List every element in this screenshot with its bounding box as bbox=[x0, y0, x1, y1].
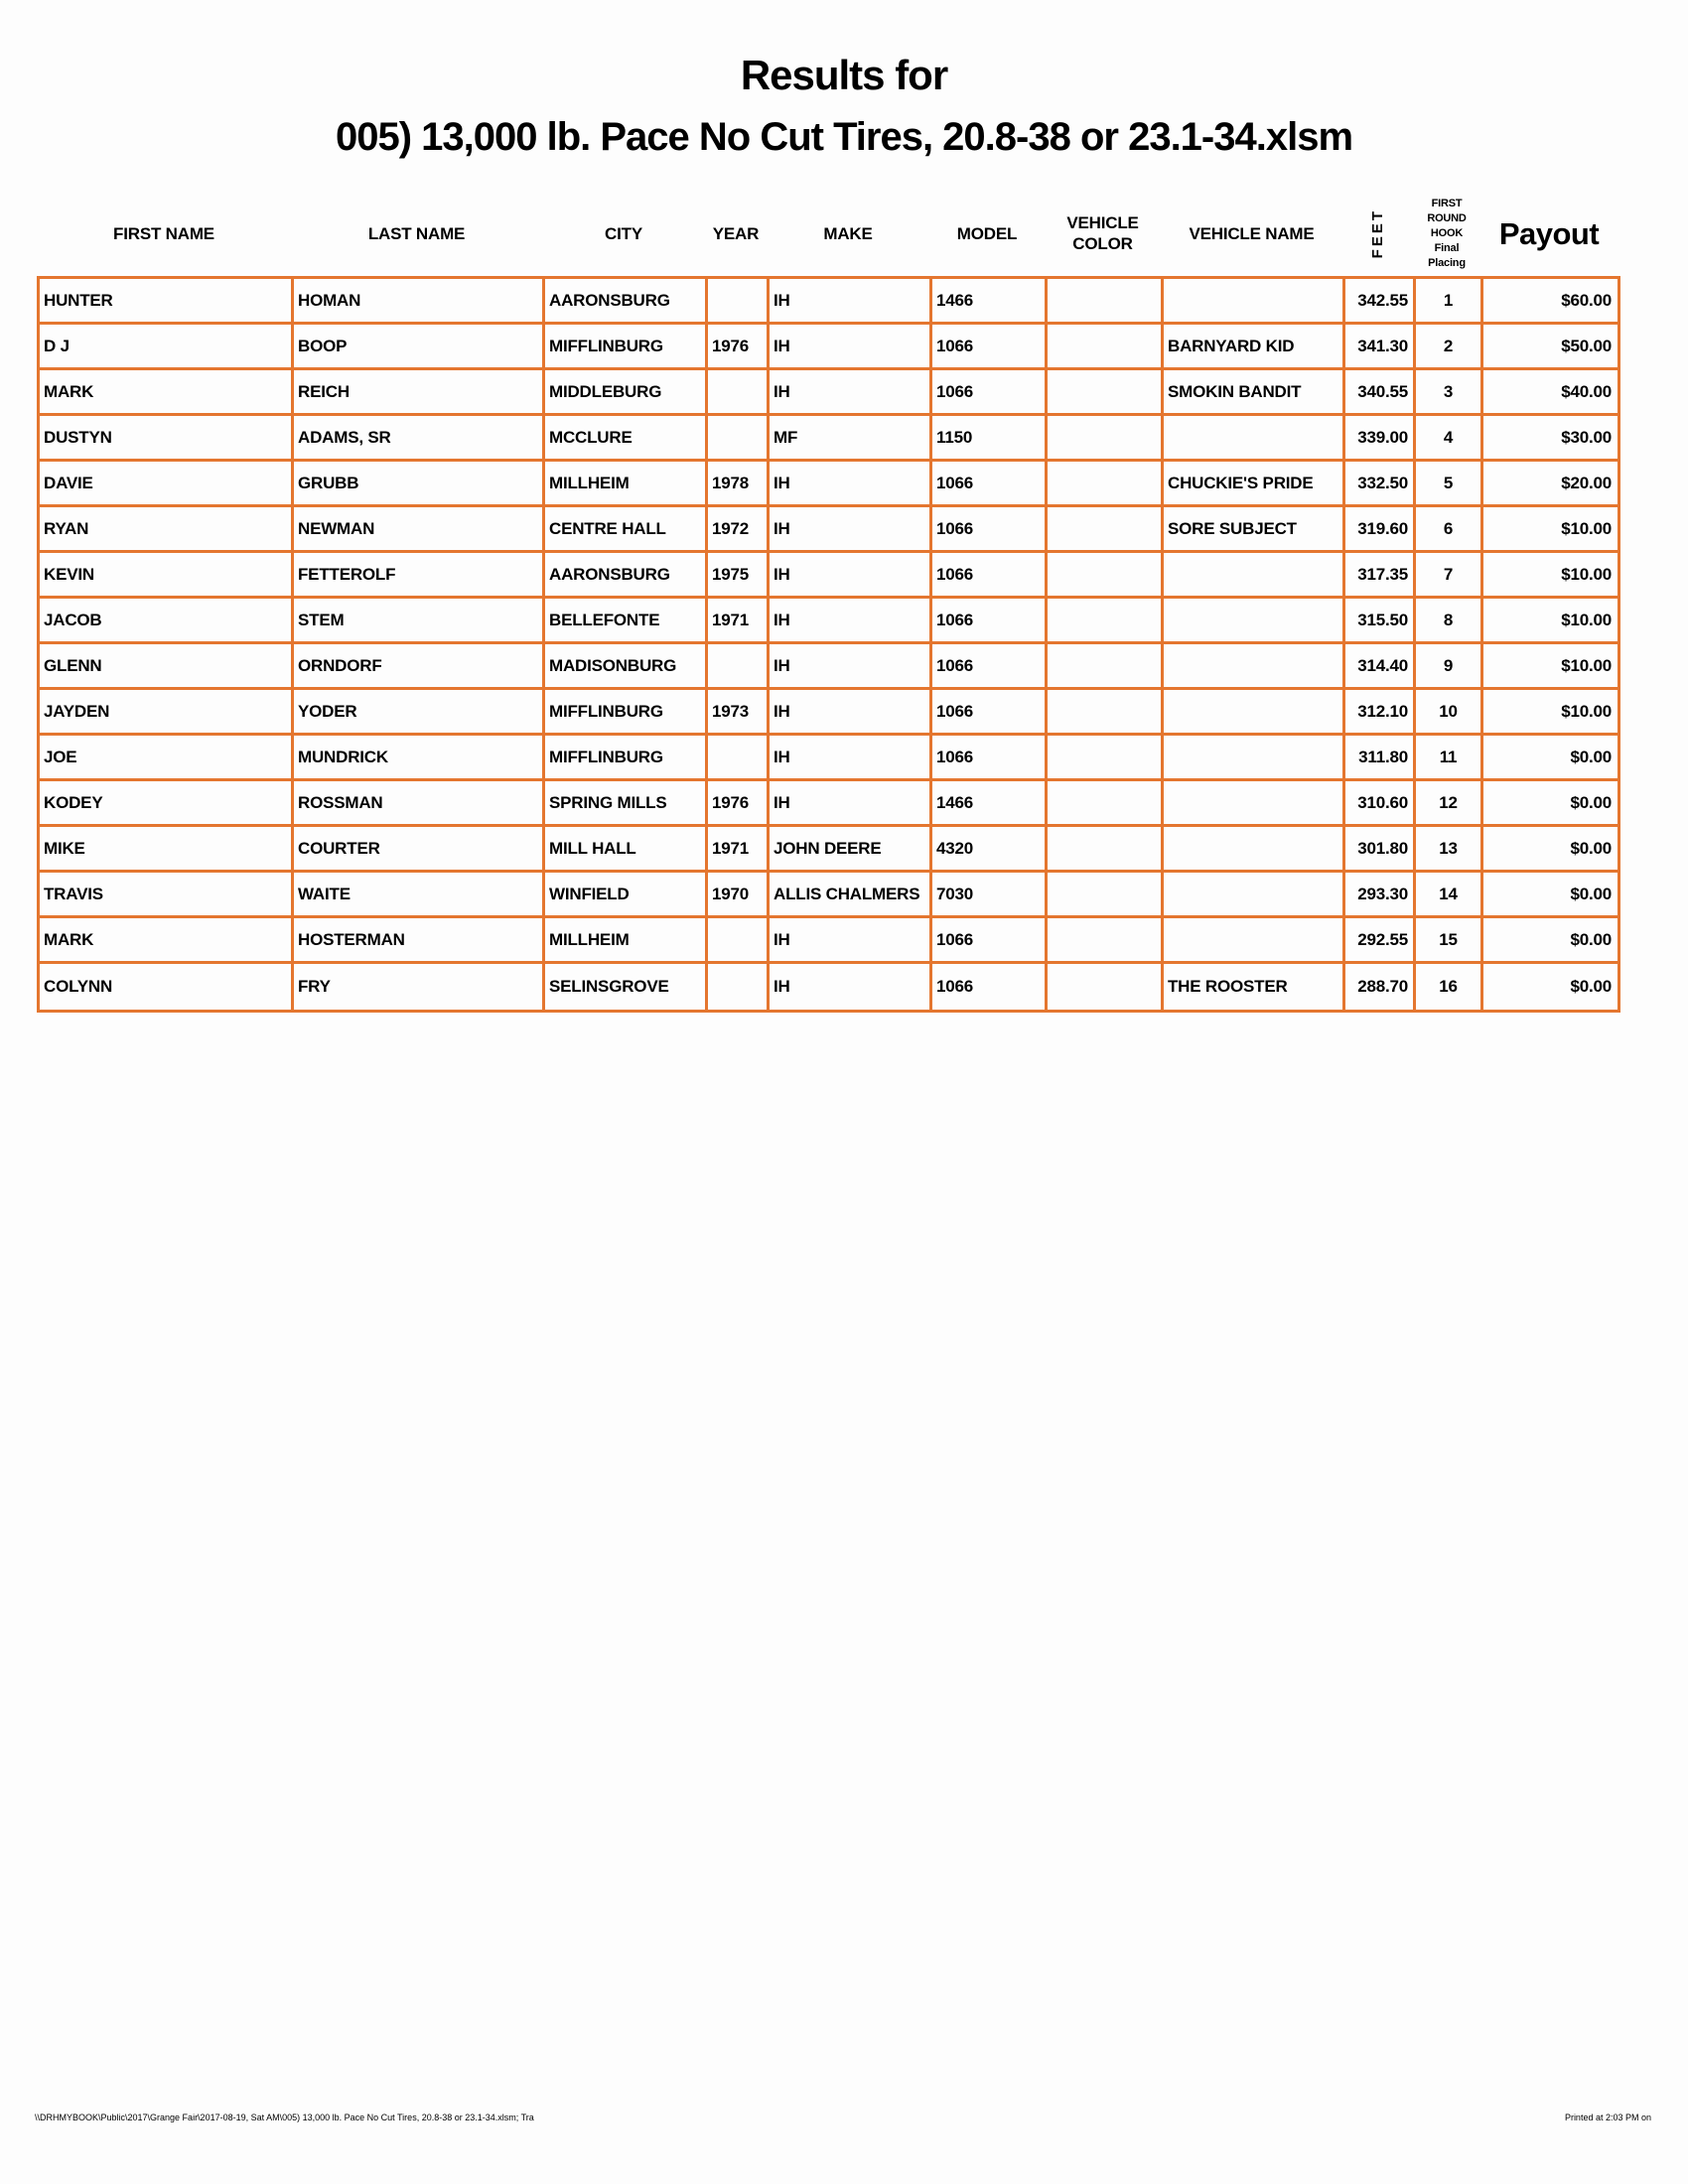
cell-vehicle_name bbox=[1164, 873, 1345, 915]
cell-year: 1976 bbox=[708, 325, 770, 367]
cell-make: IH bbox=[770, 918, 932, 961]
footer-file-path: \\DRHMYBOOK\Public\2017\Grange Fair\2017-08-19, Sat AM\005) 13,000 lb. Pace No Cut Tires, 20.8-38 or 23.1-34.xlsm; Tra bbox=[35, 2113, 534, 2122]
header-line: HOOK bbox=[1430, 226, 1464, 239]
cell-payout: $50.00 bbox=[1561, 336, 1612, 355]
table-row bbox=[40, 279, 1618, 325]
table-row bbox=[40, 690, 1618, 736]
cell-vehicle_color bbox=[1048, 918, 1164, 961]
cell-vehicle_color bbox=[1048, 553, 1164, 596]
cell-placing: 14 bbox=[1416, 873, 1483, 915]
cell-payout: $0.00 bbox=[1570, 929, 1612, 949]
cell-city: AARONSBURG bbox=[545, 279, 708, 322]
cell-make: IH bbox=[770, 370, 932, 413]
cell-vehicle_color bbox=[1048, 462, 1164, 504]
cell-feet: 293.30 bbox=[1345, 873, 1416, 915]
cell-make: IH bbox=[770, 325, 932, 367]
cell-vehicle_color bbox=[1048, 599, 1164, 641]
cell-last_name: HOMAN bbox=[294, 279, 545, 322]
cell-vehicle_name bbox=[1164, 644, 1345, 687]
column-header-vehicle_name bbox=[1161, 191, 1342, 276]
cell-city: MIFFLINBURG bbox=[545, 690, 708, 733]
cell-first_name: KODEY bbox=[40, 781, 294, 824]
cell-placing: 5 bbox=[1416, 462, 1483, 504]
header-label: FIRST NAME bbox=[113, 223, 214, 243]
cell-year: 1970 bbox=[708, 873, 770, 915]
cell-last_name: YODER bbox=[294, 690, 545, 733]
cell-vehicle_name bbox=[1164, 736, 1345, 778]
header-label: VEHICLE COLOR bbox=[1066, 213, 1139, 253]
cell-payout: $40.00 bbox=[1561, 381, 1612, 401]
cell-last_name: HOSTERMAN bbox=[294, 918, 545, 961]
cell-year bbox=[708, 918, 770, 961]
cell-last_name: ROSSMAN bbox=[294, 781, 545, 824]
cell-model: 1066 bbox=[932, 736, 1048, 778]
cell-payout: $10.00 bbox=[1561, 518, 1612, 538]
header-label: MAKE bbox=[823, 223, 873, 243]
table-row bbox=[40, 370, 1618, 416]
column-header-year bbox=[705, 191, 767, 276]
cell-model: 1066 bbox=[932, 644, 1048, 687]
cell-last_name: FRY bbox=[294, 964, 545, 1010]
cell-model: 1066 bbox=[932, 507, 1048, 550]
cell-last_name: GRUBB bbox=[294, 462, 545, 504]
cell-first_name: TRAVIS bbox=[40, 873, 294, 915]
cell-model: 1466 bbox=[932, 279, 1048, 322]
cell-payout: $10.00 bbox=[1561, 610, 1612, 629]
cell-feet: 292.55 bbox=[1345, 918, 1416, 961]
cell-vehicle_name: SMOKIN BANDIT bbox=[1164, 370, 1345, 413]
cell-make: ALLIS CHALMERS bbox=[770, 873, 932, 915]
table-row bbox=[40, 918, 1618, 964]
cell-vehicle_name bbox=[1164, 781, 1345, 824]
cell-feet: 317.35 bbox=[1345, 553, 1416, 596]
cell-make: IH bbox=[770, 279, 932, 322]
cell-vehicle_color bbox=[1048, 370, 1164, 413]
column-header-feet bbox=[1342, 191, 1413, 276]
cell-payout: $0.00 bbox=[1570, 838, 1612, 858]
cell-make: JOHN DEERE bbox=[770, 827, 932, 870]
cell-model: 4320 bbox=[932, 827, 1048, 870]
cell-make: IH bbox=[770, 462, 932, 504]
table-header-row bbox=[37, 191, 1618, 276]
cell-vehicle_name bbox=[1164, 279, 1345, 322]
cell-first_name: MARK bbox=[40, 918, 294, 961]
cell-vehicle_color bbox=[1048, 279, 1164, 322]
header-label: CITY bbox=[605, 223, 642, 243]
cell-feet: 342.55 bbox=[1345, 279, 1416, 322]
cell-first_name: GLENN bbox=[40, 644, 294, 687]
table-row bbox=[40, 599, 1618, 644]
cell-last_name: COURTER bbox=[294, 827, 545, 870]
page-title: Results for bbox=[740, 52, 948, 98]
cell-feet: 312.10 bbox=[1345, 690, 1416, 733]
cell-year bbox=[708, 964, 770, 1010]
column-header-model bbox=[929, 191, 1045, 276]
cell-payout: $0.00 bbox=[1570, 977, 1612, 996]
cell-placing: 2 bbox=[1416, 325, 1483, 367]
cell-model: 1066 bbox=[932, 370, 1048, 413]
cell-vehicle_name bbox=[1164, 599, 1345, 641]
cell-placing: 9 bbox=[1416, 644, 1483, 687]
column-header-placing bbox=[1413, 191, 1480, 276]
table-row bbox=[40, 873, 1618, 918]
cell-last_name: BOOP bbox=[294, 325, 545, 367]
cell-last_name: ORNDORF bbox=[294, 644, 545, 687]
cell-first_name: JOE bbox=[40, 736, 294, 778]
column-header-make bbox=[767, 191, 929, 276]
cell-first_name: RYAN bbox=[40, 507, 294, 550]
cell-first_name: JAYDEN bbox=[40, 690, 294, 733]
cell-city: SELINSGROVE bbox=[545, 964, 708, 1010]
cell-vehicle_name bbox=[1164, 690, 1345, 733]
cell-vehicle_color bbox=[1048, 781, 1164, 824]
cell-first_name: DUSTYN bbox=[40, 416, 294, 459]
table-row bbox=[40, 462, 1618, 507]
cell-city: MIFFLINBURG bbox=[545, 325, 708, 367]
cell-vehicle_color bbox=[1048, 873, 1164, 915]
cell-year: 1971 bbox=[708, 827, 770, 870]
cell-placing: 12 bbox=[1416, 781, 1483, 824]
cell-make: MF bbox=[770, 416, 932, 459]
cell-city: CENTRE HALL bbox=[545, 507, 708, 550]
cell-first_name: HUNTER bbox=[40, 279, 294, 322]
cell-model: 1066 bbox=[932, 599, 1048, 641]
cell-feet: 310.60 bbox=[1345, 781, 1416, 824]
header-label: MODEL bbox=[956, 223, 1018, 243]
cell-city: MIFFLINBURG bbox=[545, 736, 708, 778]
cell-model: 1466 bbox=[932, 781, 1048, 824]
column-header-payout bbox=[1480, 191, 1618, 276]
cell-first_name: D J bbox=[40, 325, 294, 367]
cell-city: MCCLURE bbox=[545, 416, 708, 459]
table-row bbox=[40, 507, 1618, 553]
cell-placing: 7 bbox=[1416, 553, 1483, 596]
cell-model: 7030 bbox=[932, 873, 1048, 915]
cell-year bbox=[708, 370, 770, 413]
page-subtitle: 005) 13,000 lb. Pace No Cut Tires, 20.8-38 or 23.1-34.xlsm bbox=[335, 115, 1353, 159]
cell-vehicle_name: SORE SUBJECT bbox=[1164, 507, 1345, 550]
cell-feet: 341.30 bbox=[1345, 325, 1416, 367]
table-row bbox=[40, 736, 1618, 781]
footer-printed-timestamp: Printed at 2:03 PM on bbox=[1564, 2113, 1651, 2122]
cell-make: IH bbox=[770, 507, 932, 550]
cell-city: MADISONBURG bbox=[545, 644, 708, 687]
cell-model: 1066 bbox=[932, 918, 1048, 961]
cell-placing: 8 bbox=[1416, 599, 1483, 641]
column-header-first_name bbox=[37, 191, 291, 276]
cell-payout: $10.00 bbox=[1561, 564, 1612, 584]
cell-first_name: DAVIE bbox=[40, 462, 294, 504]
cell-city: MILL HALL bbox=[545, 827, 708, 870]
table-row bbox=[40, 416, 1618, 462]
table-row bbox=[40, 325, 1618, 370]
cell-make: IH bbox=[770, 644, 932, 687]
cell-payout: $0.00 bbox=[1570, 792, 1612, 812]
cell-first_name: MARK bbox=[40, 370, 294, 413]
cell-vehicle_color bbox=[1048, 507, 1164, 550]
cell-vehicle_color bbox=[1048, 325, 1164, 367]
cell-last_name: FETTEROLF bbox=[294, 553, 545, 596]
cell-year: 1975 bbox=[708, 553, 770, 596]
cell-vehicle_name: THE ROOSTER bbox=[1164, 964, 1345, 1010]
cell-vehicle_color bbox=[1048, 690, 1164, 733]
cell-make: IH bbox=[770, 690, 932, 733]
cell-feet: 339.00 bbox=[1345, 416, 1416, 459]
cell-placing: 16 bbox=[1416, 964, 1483, 1010]
cell-last_name: STEM bbox=[294, 599, 545, 641]
cell-city: AARONSBURG bbox=[545, 553, 708, 596]
header-label: YEAR bbox=[712, 223, 760, 243]
cell-year bbox=[708, 644, 770, 687]
cell-year: 1971 bbox=[708, 599, 770, 641]
cell-payout: $20.00 bbox=[1561, 473, 1612, 492]
header-line: FIRST bbox=[1431, 197, 1463, 209]
cell-placing: 6 bbox=[1416, 507, 1483, 550]
column-header-city bbox=[542, 191, 705, 276]
cell-model: 1066 bbox=[932, 690, 1048, 733]
cell-feet: 340.55 bbox=[1345, 370, 1416, 413]
header-label: Payout bbox=[1498, 215, 1600, 251]
cell-vehicle_color bbox=[1048, 964, 1164, 1010]
table-row bbox=[40, 827, 1618, 873]
cell-make: IH bbox=[770, 599, 932, 641]
cell-payout: $10.00 bbox=[1561, 701, 1612, 721]
header-line: Placing bbox=[1428, 256, 1466, 269]
cell-city: SPRING MILLS bbox=[545, 781, 708, 824]
cell-payout: $30.00 bbox=[1561, 427, 1612, 447]
cell-city: BELLEFONTE bbox=[545, 599, 708, 641]
cell-feet: 319.60 bbox=[1345, 507, 1416, 550]
header-line: ROUND bbox=[1427, 211, 1467, 224]
cell-first_name: KEVIN bbox=[40, 553, 294, 596]
cell-year bbox=[708, 736, 770, 778]
cell-year bbox=[708, 279, 770, 322]
cell-placing: 4 bbox=[1416, 416, 1483, 459]
cell-last_name: NEWMAN bbox=[294, 507, 545, 550]
cell-feet: 301.80 bbox=[1345, 827, 1416, 870]
cell-last_name: WAITE bbox=[294, 873, 545, 915]
cell-model: 1066 bbox=[932, 462, 1048, 504]
cell-make: IH bbox=[770, 964, 932, 1010]
cell-city: MILLHEIM bbox=[545, 918, 708, 961]
cell-first_name: MIKE bbox=[40, 827, 294, 870]
table-row bbox=[40, 553, 1618, 599]
cell-placing: 15 bbox=[1416, 918, 1483, 961]
cell-payout: $0.00 bbox=[1570, 884, 1612, 903]
cell-make: IH bbox=[770, 781, 932, 824]
cell-vehicle_color bbox=[1048, 827, 1164, 870]
cell-feet: 288.70 bbox=[1345, 964, 1416, 1010]
cell-city: WINFIELD bbox=[545, 873, 708, 915]
cell-vehicle_name bbox=[1164, 553, 1345, 596]
cell-city: MIDDLEBURG bbox=[545, 370, 708, 413]
cell-payout: $10.00 bbox=[1561, 655, 1612, 675]
cell-year: 1976 bbox=[708, 781, 770, 824]
cell-model: 1066 bbox=[932, 325, 1048, 367]
cell-feet: 332.50 bbox=[1345, 462, 1416, 504]
header-label: LAST NAME bbox=[367, 223, 466, 243]
header-label: FEET bbox=[1369, 207, 1386, 259]
cell-last_name: REICH bbox=[294, 370, 545, 413]
cell-vehicle_color bbox=[1048, 736, 1164, 778]
cell-first_name: COLYNN bbox=[40, 964, 294, 1010]
cell-last_name: MUNDRICK bbox=[294, 736, 545, 778]
cell-placing: 1 bbox=[1416, 279, 1483, 322]
cell-vehicle_color bbox=[1048, 644, 1164, 687]
cell-feet: 311.80 bbox=[1345, 736, 1416, 778]
cell-vehicle_color bbox=[1048, 416, 1164, 459]
cell-year: 1973 bbox=[708, 690, 770, 733]
cell-first_name: JACOB bbox=[40, 599, 294, 641]
table-row bbox=[40, 644, 1618, 690]
cell-city: MILLHEIM bbox=[545, 462, 708, 504]
cell-year bbox=[708, 416, 770, 459]
cell-feet: 314.40 bbox=[1345, 644, 1416, 687]
column-header-vehicle_color bbox=[1045, 191, 1161, 276]
header-label: VEHICLE NAME bbox=[1189, 223, 1315, 243]
cell-year: 1978 bbox=[708, 462, 770, 504]
results-table bbox=[37, 276, 1620, 1013]
cell-placing: 13 bbox=[1416, 827, 1483, 870]
cell-placing: 11 bbox=[1416, 736, 1483, 778]
header-line: Final bbox=[1434, 241, 1460, 254]
cell-placing: 3 bbox=[1416, 370, 1483, 413]
cell-last_name: ADAMS, SR bbox=[294, 416, 545, 459]
cell-vehicle_name bbox=[1164, 416, 1345, 459]
cell-vehicle_name bbox=[1164, 827, 1345, 870]
cell-payout: $60.00 bbox=[1561, 290, 1612, 310]
cell-feet: 315.50 bbox=[1345, 599, 1416, 641]
cell-placing: 10 bbox=[1416, 690, 1483, 733]
cell-model: 1066 bbox=[932, 964, 1048, 1010]
cell-vehicle_name bbox=[1164, 918, 1345, 961]
cell-model: 1066 bbox=[932, 553, 1048, 596]
cell-year: 1972 bbox=[708, 507, 770, 550]
cell-payout: $0.00 bbox=[1570, 747, 1612, 766]
cell-model: 1150 bbox=[932, 416, 1048, 459]
cell-make: IH bbox=[770, 553, 932, 596]
cell-vehicle_name: CHUCKIE'S PRIDE bbox=[1164, 462, 1345, 504]
cell-make: IH bbox=[770, 736, 932, 778]
cell-vehicle_name: BARNYARD KID bbox=[1164, 325, 1345, 367]
table-row bbox=[40, 964, 1618, 1010]
table-row bbox=[40, 781, 1618, 827]
column-header-last_name bbox=[291, 191, 542, 276]
